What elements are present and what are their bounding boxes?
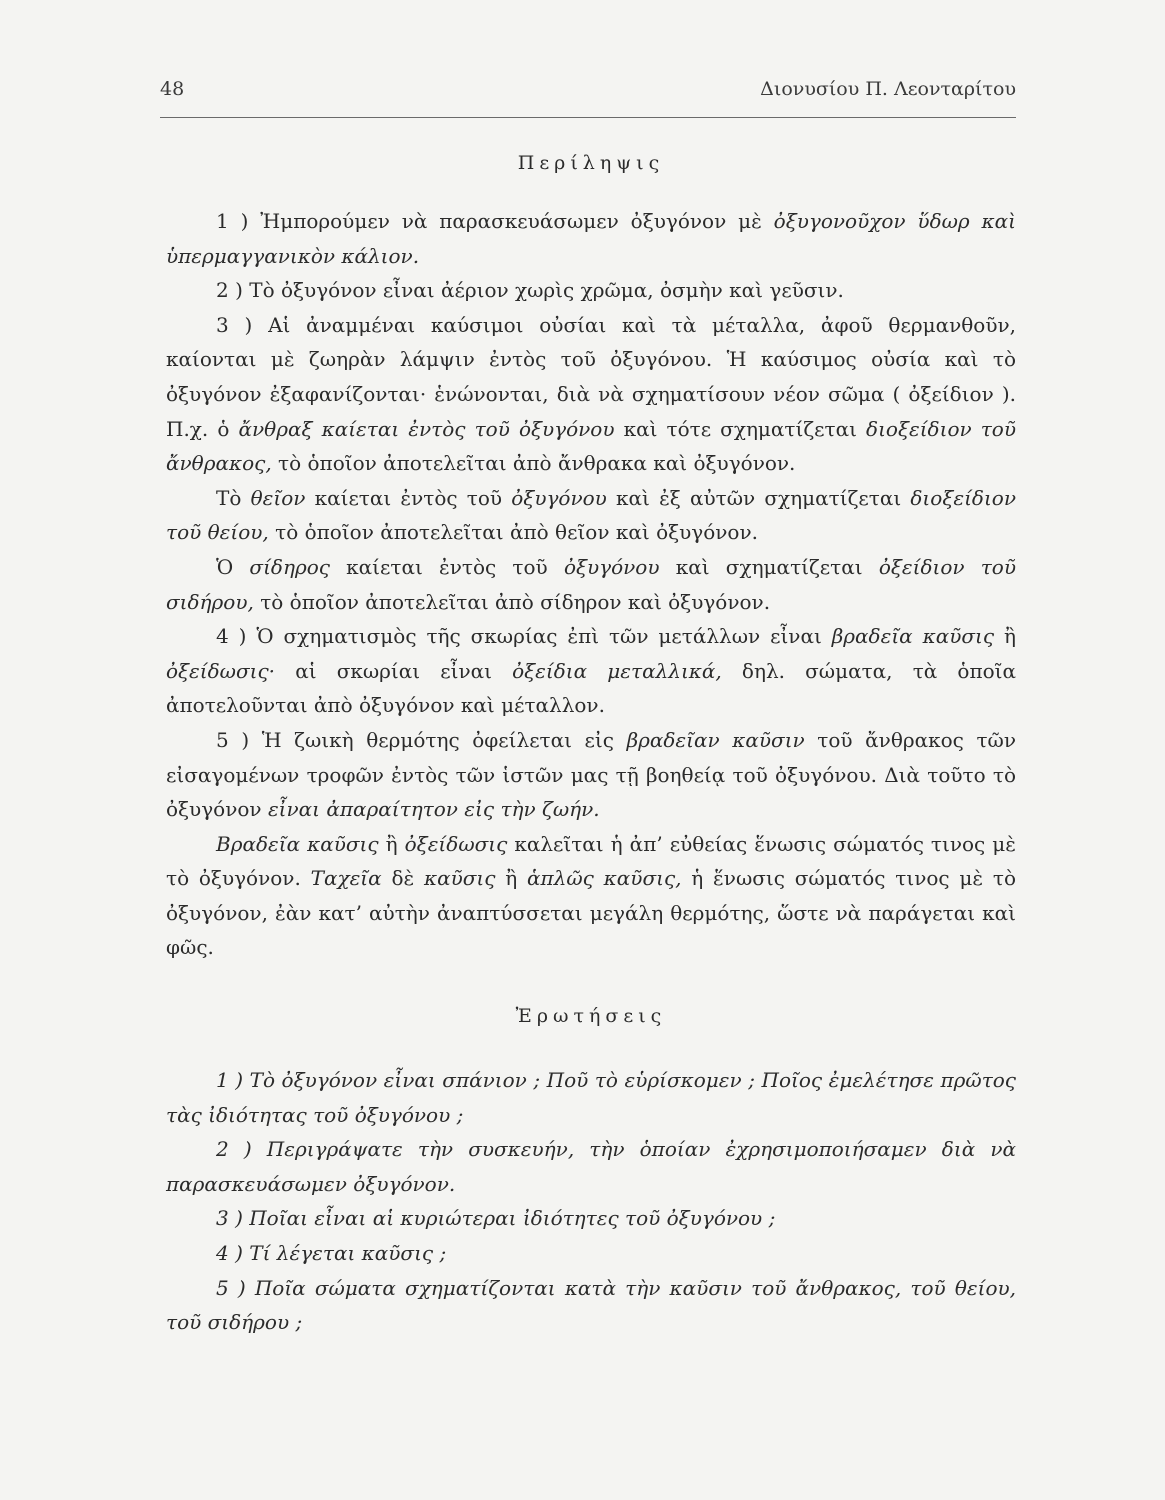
text-run: καίεται ἐντὸς τοῦ bbox=[329, 554, 564, 579]
italic-text-run: ὀξυγονοῦχον ὕδωρ καὶ ὑπερμαγγανικὸν κάλιον. bbox=[166, 209, 1016, 268]
text-run: ἢ bbox=[495, 866, 528, 891]
text-run: 4 ) Ὁ σχηματισμὸς τῆς σκωρίας ἐπὶ τῶν μετάλλων εἶναι bbox=[216, 624, 832, 649]
page-number: 48 bbox=[160, 78, 185, 100]
text-run: τὸ ὁποῖον ἀποτελεῖται ἀπὸ θεῖον καὶ ὀξυγόνον. bbox=[268, 520, 758, 545]
italic-text-run: ὀξείδωσις· bbox=[166, 658, 276, 683]
text-run: αἱ σκωρίαι εἶναι bbox=[275, 658, 513, 683]
questions-list bbox=[166, 1063, 1016, 1340]
italic-text-run: ὀξείδωσις bbox=[404, 831, 508, 856]
text-run: τοῦ ἄνθρακος τῶν εἰσαγομένων τροφῶν ἐντὸς τῶν ἱστῶν μας τῇ βοηθείᾳ τοῦ ὀξυγόνου. Διὰ τοῦτο τὸ ὀξυγόνον bbox=[166, 727, 1016, 822]
summary-paragraph bbox=[166, 827, 1016, 965]
italic-text-run: διοξείδιον τοῦ ἄνθρακος, bbox=[166, 416, 1016, 476]
italic-text-run: σίδηρος bbox=[249, 554, 330, 579]
question-item: 5 ) Ποῖα σώματα σχηματίζονται κατὰ τὴν καῦσιν τοῦ ἄνθρακος, τοῦ θείου, τοῦ σιδήρου ; bbox=[166, 1275, 1016, 1335]
text-run: καίεται ἐντὸς τοῦ bbox=[305, 485, 512, 510]
text-run: ἢ bbox=[378, 831, 405, 856]
question-item: 4 ) Τί λέγεται καῦσις ; bbox=[216, 1241, 447, 1266]
text-run: 5 ) Ἡ ζωικὴ θερμότης ὀφείλεται εἰς bbox=[216, 727, 627, 752]
text-run: ἢ bbox=[994, 624, 1016, 649]
text-run: καὶ τότε σχηματίζεται bbox=[614, 416, 867, 441]
italic-text-run: καῦσις bbox=[424, 866, 496, 891]
summary-paragraph bbox=[166, 723, 1016, 827]
summary-title: Περίληψις bbox=[517, 152, 665, 174]
italic-text-run: ὀξείδιον τοῦ σιδήρου, bbox=[166, 554, 1017, 614]
italic-text-run: διοξείδιον τοῦ θείου, bbox=[166, 485, 1016, 545]
summary-paragraph bbox=[166, 550, 1016, 619]
header-rule bbox=[160, 117, 1016, 118]
italic-text-run: Ταχεῖα bbox=[310, 866, 382, 891]
question-item: 1 ) Τὸ ὀξυγόνον εἶναι σπάνιον ; Ποῦ τὸ εὑρίσκομεν ; Ποῖος ἐμελέτησε πρῶτος τὰς ἰδιότητας τοῦ ὀξυγόνου ; bbox=[166, 1068, 1016, 1127]
text-run: 2 ) Τὸ ὀξυγόνον εἶναι ἀέριον χωρὶς χρῶμα, ὀσμὴν καὶ γεῦσιν. bbox=[216, 278, 844, 303]
question-item: 3 ) Ποῖαι εἶναι αἱ κυριώτεραι ἰδιότητες τοῦ ὀξυγόνου ; bbox=[216, 1206, 776, 1231]
italic-text-run: ὀξείδια μεταλλικά, bbox=[512, 658, 722, 683]
italic-text-run: βραδεῖα καῦσις bbox=[831, 624, 995, 649]
italic-text-run: βραδεῖαν καῦσιν bbox=[626, 727, 805, 752]
text-run: τὸ ὁποῖον ἀποτελεῖται ἀπὸ ἄνθρακα καὶ ὀξυγόνον. bbox=[271, 451, 796, 476]
summary-paragraph bbox=[166, 308, 1016, 481]
text-run: καὶ ἐξ αὐτῶν σχηματίζεται bbox=[606, 485, 911, 510]
italic-text-run: ἁπλῶς καῦσις, bbox=[527, 866, 682, 891]
summary-paragraph bbox=[166, 204, 1016, 273]
text-run: 3 ) Αἱ ἀναμμέναι καύσιμοι οὐσίαι καὶ τὰ μέταλλα, ἀφοῦ θερμανθοῦν, καίονται μὲ ζωηρὰν λάμψιν ἐντὸς τοῦ ὀξυγόνου. Ἡ καύσιμος οὐσία καὶ τὸ ὀξυγόνον ἐξαφανίζονται· ἑνώνονται, διὰ νὰ σχηματίσουν νέον σῶμα ( ὀξείδιον ). Π.χ. ὁ bbox=[166, 312, 1016, 441]
text-run: Ὁ bbox=[216, 554, 250, 579]
text-run: τὸ ὁποῖον ἀποτελεῖται ἀπὸ σίδηρον καὶ ὀξυγόνον. bbox=[253, 589, 771, 614]
questions-title: Ἐρωτήσεις bbox=[515, 1005, 667, 1028]
italic-text-run: ἄνθραξ καίεται ἐντὸς τοῦ ὀξυγόνου bbox=[238, 416, 615, 441]
text-run: ἡ ἕνωσις σώματός τινος μὲ τὸ ὀξυγόνον, ἐὰν κατ’ αὐτὴν ἀναπτύσσεται μεγάλη θερμότης, ὥστε νὰ παράγεται καὶ φῶς. bbox=[166, 866, 1016, 960]
text-run: καὶ σχηματίζεται bbox=[659, 554, 879, 579]
summary-paragraph bbox=[166, 481, 1016, 550]
summary-paragraph bbox=[166, 273, 1016, 308]
text-run: Τὸ bbox=[216, 485, 251, 510]
running-head: Διονυσίου Π. Λεονταρίτου bbox=[760, 78, 1016, 100]
italic-text-run: Βραδεῖα καῦσις bbox=[216, 831, 379, 856]
italic-text-run: ὀξυγόνου bbox=[563, 554, 660, 579]
page-body bbox=[166, 146, 1016, 1340]
question-item: 2 ) Περιγράψατε τὴν συσκευήν, τὴν ὁποίαν ἐχρησιμοποιήσαμεν διὰ νὰ παρασκευάσωμεν ὀξυγόνον. bbox=[166, 1137, 1016, 1196]
text-run: δὲ bbox=[381, 866, 424, 891]
italic-text-run: ὀξυγόνου bbox=[511, 485, 607, 510]
text-run: 1 ) Ἠμπορούμεν νὰ παρασκευάσωμεν ὀξυγόνον μὲ bbox=[216, 209, 774, 233]
italic-text-run: θεῖον bbox=[250, 485, 306, 510]
text-run: δηλ. σώματα, τὰ ὁποῖα ἀποτελοῦνται ἀπὸ ὀξυγόνον καὶ μέταλλον. bbox=[166, 658, 1016, 718]
text-run: καλεῖται ἡ ἀπ’ εὐθείας ἕνωσις σώματός τινος μὲ τὸ ὀξυγόνον. bbox=[166, 831, 1017, 891]
summary-paragraph bbox=[166, 619, 1016, 723]
italic-text-run: εἶναι ἀπαραίτητον εἰς τὴν ζωήν. bbox=[267, 797, 600, 822]
page-header bbox=[160, 78, 1016, 108]
